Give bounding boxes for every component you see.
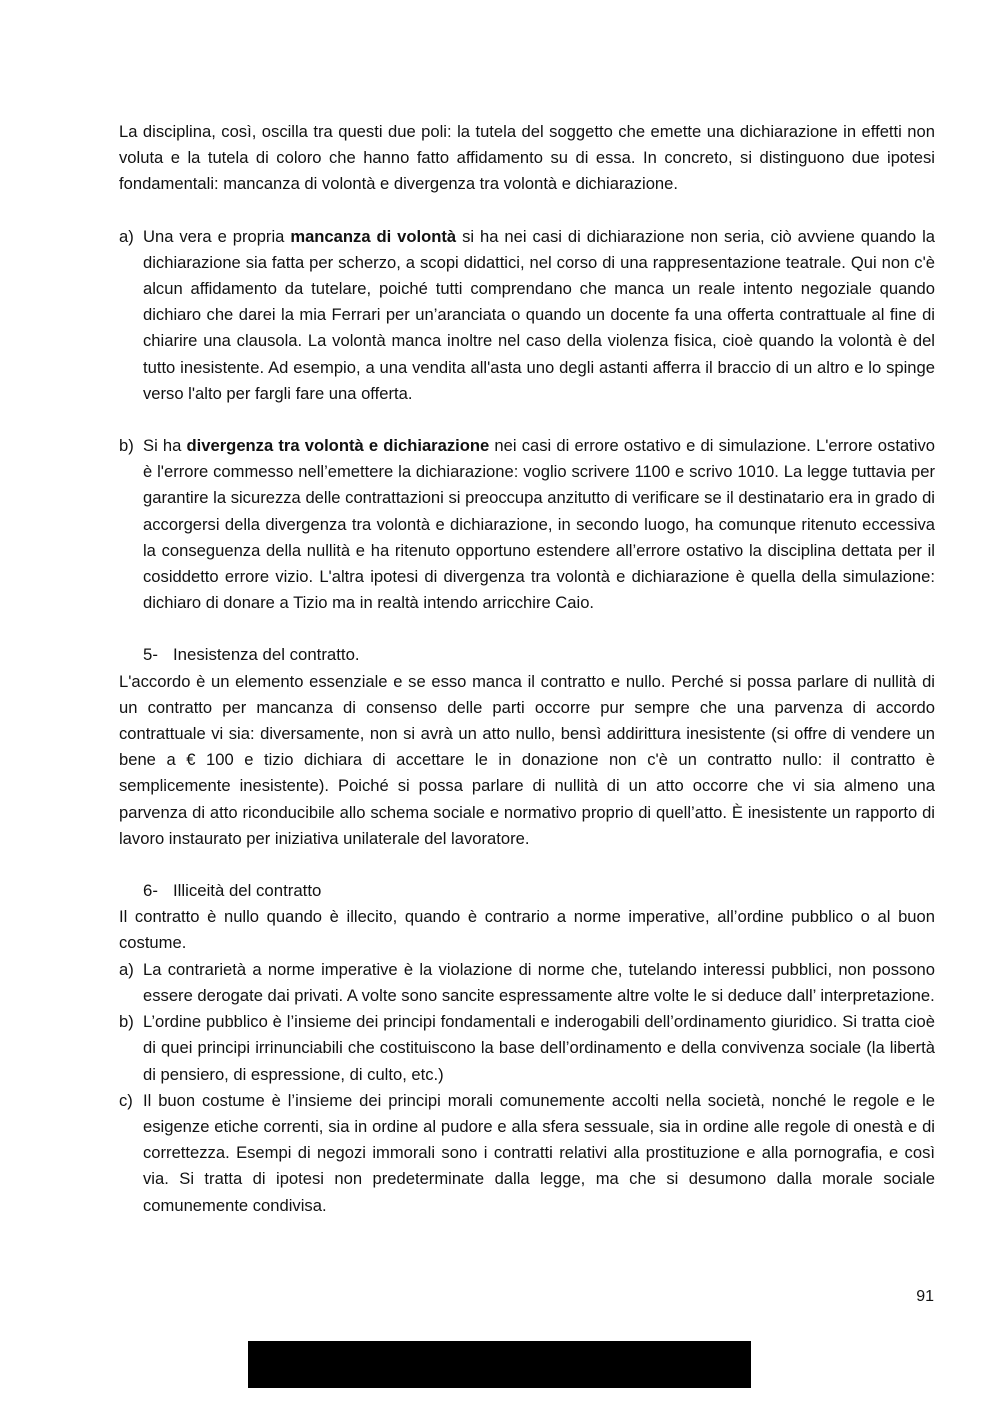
list-text: Il buon costume è l’insieme dei principi morali comunemente accolti nella società, nonché le regole e le esigenze etiche correnti, sia in ordine al pudore e alla sfera sessuale, sia in ordine alle regole di onestà e di correttezza. Esempi di negozi immorali sono i contratti relativi alla prostituzione e alla pornografia, e così via. Si tratta di ipotesi non predeterminate dalla legge, ma che si desumono dalla morale sociale comunemente condivisa. [143, 1090, 935, 1215]
list-item-b [119, 433, 935, 616]
list-text: La contrarietà a norme imperative è la violazione di norme che, tutelando interessi pubblici, non possono essere derogate dai privati. A volte sono sancite espressamente altre volte le si deduce dall’ interpretazione. [143, 959, 935, 1005]
section-6-heading [119, 878, 935, 904]
section-title: Inesistenza del contratto. [173, 645, 360, 665]
list-marker: b) [119, 1012, 134, 1032]
section-6-body: Il contratto è nullo quando è illecito, quando è contrario a norme imperative, all’ordine pubblico o al buon costume. [119, 907, 935, 953]
spacer [119, 852, 935, 878]
section-number: 5- [143, 645, 158, 665]
spacer [119, 198, 935, 224]
list-text-pre: Si ha [143, 436, 187, 456]
section-title: Illiceità del contratto [173, 881, 322, 901]
list-marker: a) [119, 226, 134, 246]
list-text: L’ordine pubblico è l’insieme dei principi fondamentali e inderogabili dell’ordinamento giuridico. Si tratta cioè di quei principi irrinunciabili che costituiscono la base dell’ordinamento e della convivenza sociale (la libertà di pensiero, di espressione, di culto, etc.) [143, 1012, 935, 1084]
intro-paragraph: La disciplina, così, oscilla tra questi due poli: la tutela del soggetto che emette una dichiarazione in effetti non voluta e la tutela di coloro che hanno fatto affidamento su di essa. In concreto, si distinguono due ipotesi fondamentali: mancanza di volontà e divergenza tra volontà e dichiarazione. [119, 122, 935, 194]
section-5-heading [119, 642, 935, 668]
bold-term: divergenza tra volontà e dichiarazione [186, 436, 490, 456]
list-marker: a) [119, 959, 134, 979]
section-5-body: L'accordo è un elemento essenziale e se esso manca il contratto e nullo. Perché si possa parlare di nullità di un contratto per mancanza di consenso delle parti occorre pur sempre che una parvenza di accordo contrattuale vi sia: diversamente, non si avrà un atto nullo, bensì addirittura inesistente (si offre di vendere un bene a € 100 e tizio dichiara di accettare le in donazione non c'è un contratto nullo: il contratto è semplicemente inesistente). Poiché si possa parlare di nullità di un atto occorre che vi sia almeno una parvenza di atto riconducibile allo schema sociale e normativo proprio di quell’atto. È inesistente un rapporto di lavoro instaurato per iniziativa unilaterale del lavoratore. [119, 671, 935, 848]
list-item-a [119, 957, 935, 1009]
redaction-bar [248, 1341, 751, 1388]
list-marker: b) [119, 436, 134, 456]
list-text-pre: Una vera e propria [143, 226, 291, 246]
list-item-a [119, 224, 935, 407]
list-item-c [119, 1088, 935, 1219]
spacer [119, 616, 935, 642]
list-marker: c) [119, 1090, 133, 1110]
list-item-b [119, 1009, 935, 1088]
spacer [119, 407, 935, 433]
bold-term: mancanza di volontà [290, 226, 457, 246]
list-text-post: si ha nei casi di dichiarazione non seria, ciò avviene quando la dichiarazione sia fatta per scherzo, a scopi didattici, nel corso di una rappresentazione teatrale. Qui non c'è alcun affidamento da tutelare, poiché tutti comprendano che manca un reale intento negoziale quando dichiaro che darei la mia Ferrari per un’aranciata o quando un docente fa una offerta contrattuale al fine di chiarire una clausola. La volontà manca inoltre nel caso della violenza fisica, cioè quando la volontà è del tutto inesistente. Ad esempio, a una vendita all'asta uno degli astanti afferra il braccio di un altro e lo spinge verso l'alto per fargli fare una offerta. [143, 226, 935, 403]
list-text-post: nei casi di errore ostativo e di simulazione. L'errore ostativo è l'errore commesso nell’emettere la dichiarazione: voglio scrivere 1100 e scrivo 1010. La legge tuttavia per garantire la sicurezza delle contrattazioni si preoccupa anzitutto di verificare se il destinatario era in grado di accorgersi della divergenza tra volontà e dichiarazione, in secondo luogo, ha comunque ritenuto eccessiva la conseguenza della nullità e ha ritenuto opportuno estendere all’errore ostativo la disciplina dettata per il cosiddetto errore vizio. L'altra ipotesi di divergenza tra volontà e dichiarazione è quella della simulazione: dichiaro di donare a Tizio ma in realtà intendo arricchire Caio. [143, 436, 935, 613]
page-content [119, 119, 935, 1219]
section-number: 6- [143, 881, 158, 901]
page-number: 91 [916, 1288, 934, 1305]
